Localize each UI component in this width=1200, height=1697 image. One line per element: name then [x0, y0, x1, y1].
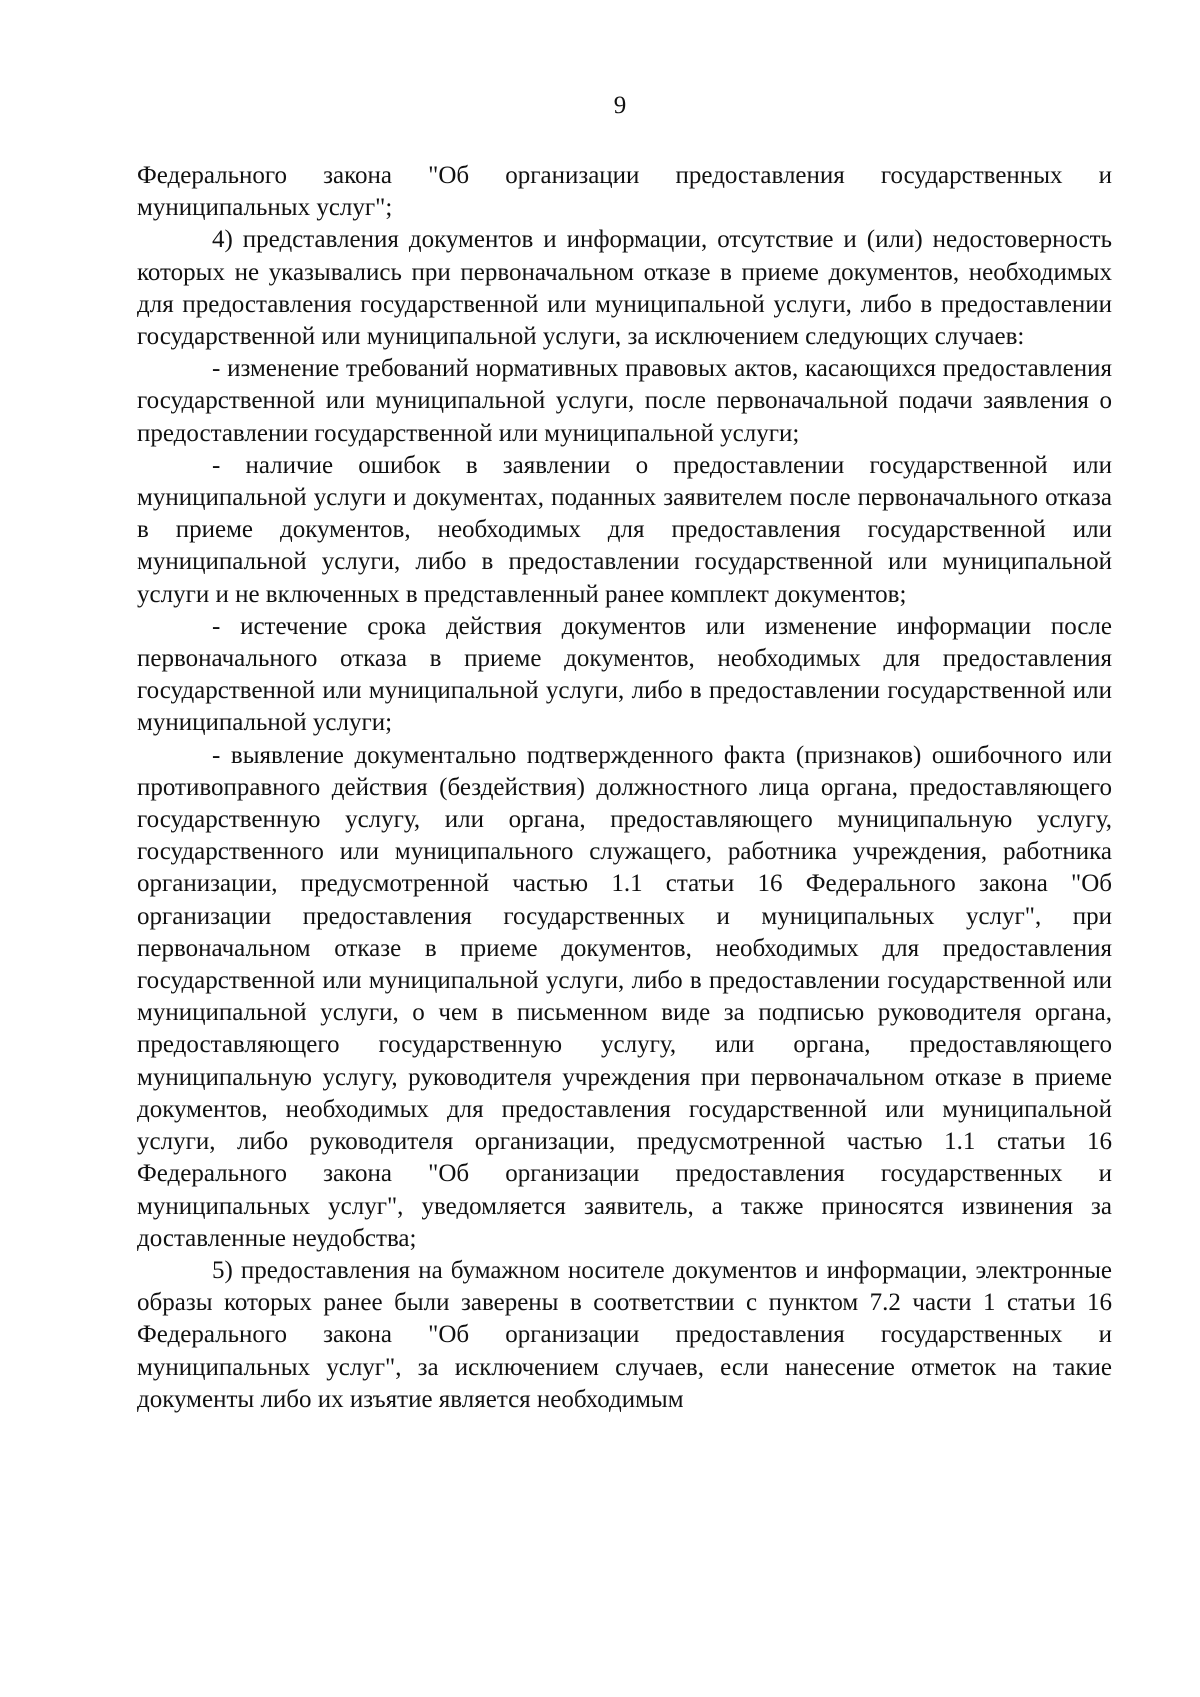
paragraph-continuation: Федерального закона "Об организации предоставления государственных и муниципальных услуг";	[137, 162, 1112, 222]
paragraph-bullet-application-errors: - наличие ошибок в заявлении о предоставлении государственной или муниципальной услуги и документах, поданных заявителем после первоначального отказа в приеме документов, необходимых для предоставления государственной или муниципальной услуги, либо в предоставлении государственной или муниципальной услуги и не включенных в представленный ранее комплект документов;	[137, 451, 1112, 608]
document-body	[137, 160, 1112, 1416]
page-number: 9	[613, 92, 627, 119]
paragraph-bullet-document-expiry: - истечение срока действия документов или изменение информации после первоначального отказа в приеме документов, необходимых для предоставления государственной или муниципальной услуги, либо в предоставлении государственной или муниципальной услуги;	[137, 612, 1112, 737]
paragraph-bullet-official-error: - выявление документально подтвержденного факта (признаков) ошибочного или противоправного действия (бездействия) должностного лица органа, предоставляющего государственную услугу, или органа, предоставляющего муниципальную услугу, государственного или муниципального служащего, работника учреждения, работника организации, предусмотренной частью 1.1 статьи 16 Федерального закона "Об организации предоставления государственных и муниципальных услуг", при первоначальном отказе в приеме документов, необходимых для предоставления государственной или муниципальной услуги, либо в предоставлении государственной или муниципальной услуги, о чем в письменном виде за подписью руководителя органа, предоставляющего государственную услугу, или органа, предоставляющего муниципальную услугу, руководителя учреждения при первоначальном отказе в приеме документов, необходимых для предоставления государственной или муниципальной услуги, либо руководителя организации, предусмотренной частью 1.1 статьи 16 Федерального закона "Об организации предоставления государственных и муниципальных услуг", уведомляется заявитель, а также приносятся извинения за доставленные неудобства;	[137, 741, 1112, 1252]
paragraph-item-5: 5) предоставления на бумажном носителе документов и информации, электронные образы которых ранее были заверены в соответствии с пунктом 7.2 части 1 статьи 16 Федерального закона "Об организации предоставления государственных и муниципальных услуг", за исключением случаев, если нанесение отметок на такие документы либо их изъятие является необходимым	[137, 1256, 1112, 1413]
paragraph-item-4: 4) представления документов и информации, отсутствие и (или) недостоверность которых не указывались при первоначальном отказе в приеме документов, необходимых для предоставления государственной или муниципальной услуги, либо в предоставлении государственной или муниципальной услуги, за исключением следующих случаев:	[137, 226, 1112, 351]
paragraph-bullet-requirements-change: - изменение требований нормативных правовых актов, касающихся предоставления государственной или муниципальной услуги, после первоначальной подачи заявления о предоставлении государственной или муниципальной услуги;	[137, 355, 1112, 447]
